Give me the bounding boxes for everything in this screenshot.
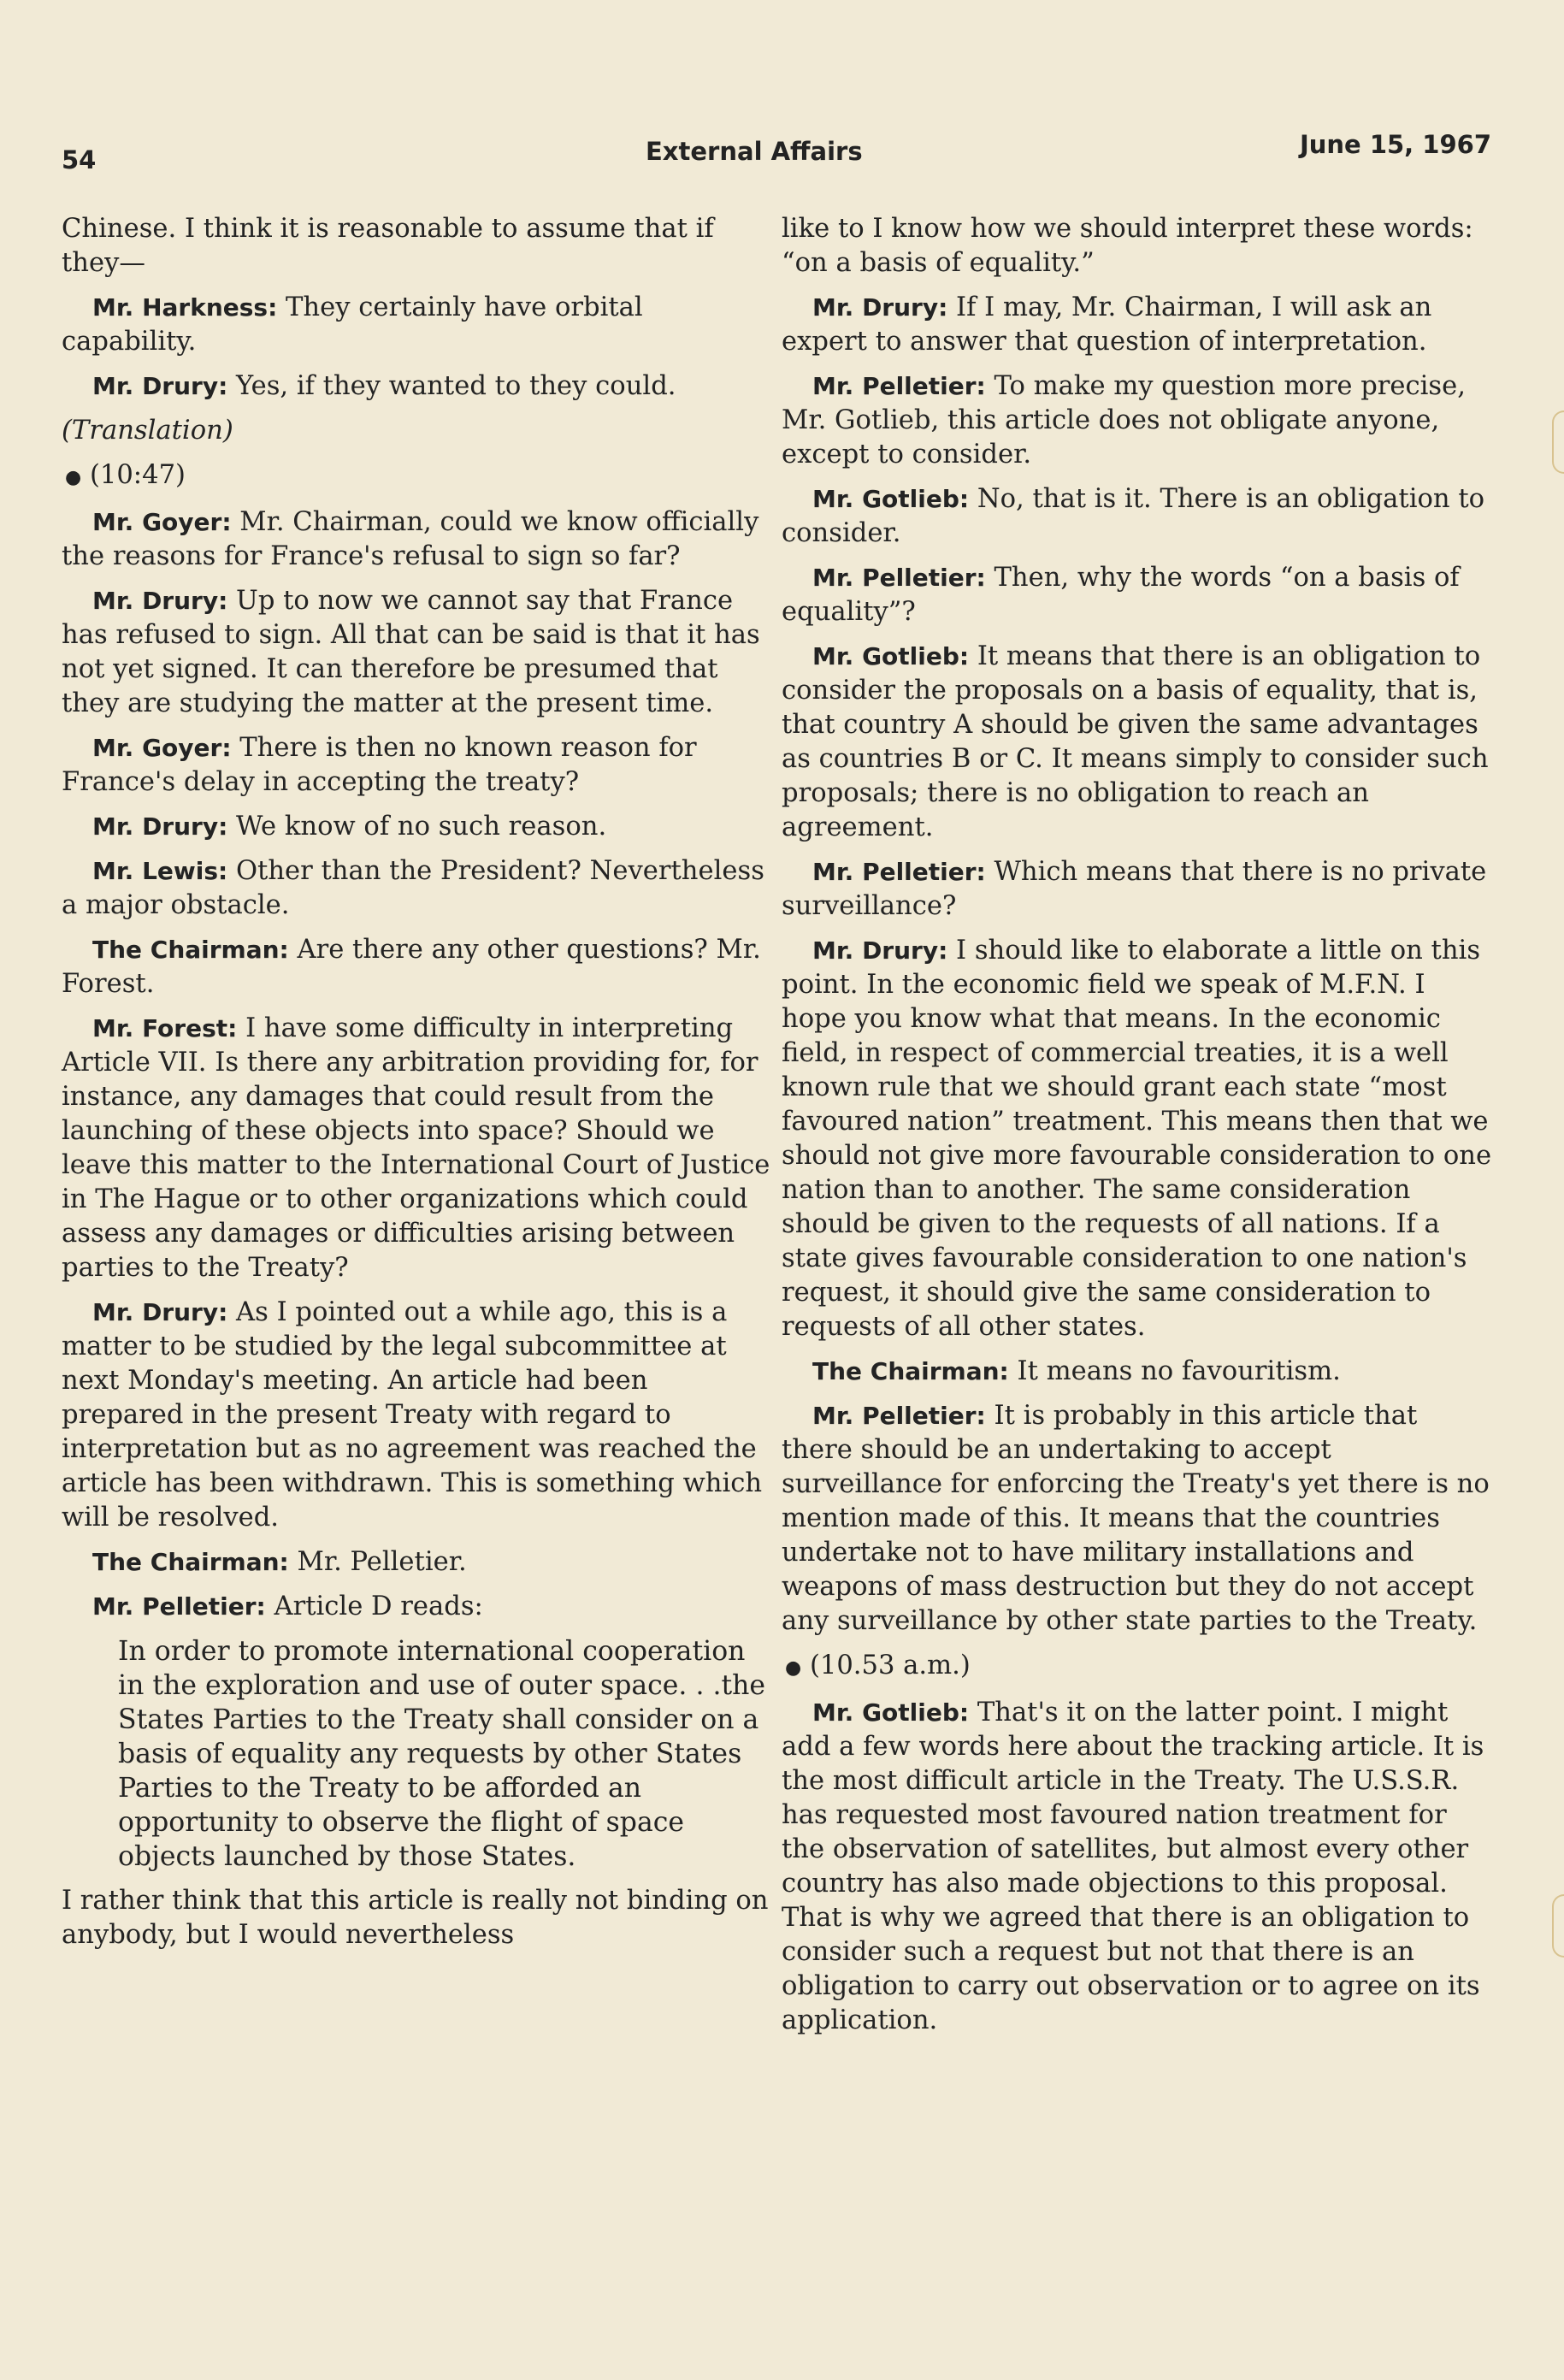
speech-gotlieb: Mr. Gotlieb: No, that is it. There is an obligation to consider. [782, 484, 1485, 548]
speaker-name: Mr. Drury: [92, 587, 228, 615]
speech-drury: Mr. Drury: We know of no such reason. [92, 812, 607, 842]
speech-goyer: Mr. Goyer: Mr. Chairman, could we know officially the reasons for France's refusal to sign so far? [62, 507, 759, 571]
bullet-icon: ● [785, 1657, 802, 1679]
speaker-name: Mr. Gotlieb: [812, 642, 970, 670]
timestamp: ● (10.53 a.m.) [785, 1651, 971, 1680]
speech-chairman: The Chairman: Mr. Pelletier. [92, 1547, 467, 1577]
speaker-name: Mr. Drury: [92, 1298, 228, 1326]
speaker-name: Mr. Drury: [812, 293, 948, 322]
continuation-paragraph: like to I know how we should interpret these words: “on a basis of equality.” [782, 214, 1473, 278]
continuation-paragraph: I rather think that this article is really not binding on anybody, but I would nevertheless [62, 1886, 769, 1950]
treaty-quote: In order to promote international cooperation in the exploration and use of outer space. . .the States Parties to the Treaty shall consider on a basis of equality any requests by other States Parties to the Treaty to be afforded an opportunity to observe the flight of space objects launched by those States. [118, 1636, 766, 1872]
issue-date: June 15, 1967 [1299, 130, 1491, 159]
speech-lewis: Mr. Lewis: Other than the President? Nevertheless a major obstacle. [62, 856, 764, 920]
speech-chairman: The Chairman: Are there any other questions? Mr. Forest. [62, 935, 761, 999]
speech-pelletier: Mr. Pelletier: It is probably in this article that there should be an undertaking to accept surveillance for enforcing the Treaty's yet there is no mention made of this. It means that the countries undertake not to have military installations and weapons of mass destruction but they do not accept any surveillance by other state parties to the Treaty. [782, 1401, 1490, 1636]
page-header [62, 128, 1491, 174]
speaker-name: Mr. Drury: [92, 812, 228, 841]
speaker-name: Mr. Pelletier: [812, 1402, 986, 1430]
speaker-name: Mr. Lewis: [92, 857, 228, 885]
speaker-name: The Chairman: [92, 1548, 289, 1576]
speaker-name: Mr. Drury: [812, 936, 948, 965]
speech-drury: Mr. Drury: I should like to elaborate a little on this point. In the economic field we speak of M.F.N. I hope you know what that means. In the economic field, in respect of commercial treaties, it is a well known rule that we should grant each state “most favoured nation” treatment. This means then that we should not give more favourable consideration to one nation than to another. The same consideration should be given to the requests of all nations. If a state gives favourable consideration to one nation's request, it should give the same consideration to requests of all other states. [782, 936, 1492, 1342]
speech-drury: Mr. Drury: Yes, if they wanted to they could. [92, 371, 676, 401]
speaker-name: Mr. Goyer: [92, 508, 232, 536]
speaker-name: Mr. Pelletier: [812, 564, 986, 592]
page-number: 54 [62, 145, 97, 174]
speech-chairman: The Chairman: It means no favouritism. [812, 1356, 1341, 1386]
translation-note: (Translation) [62, 416, 233, 446]
speaker-name: The Chairman: [92, 936, 289, 964]
speaker-name: Mr. Pelletier: [812, 858, 986, 886]
speaker-name: The Chairman: [812, 1357, 1009, 1385]
left-column [62, 212, 771, 1963]
journal-title: External Affairs [646, 137, 863, 166]
binding-ring-mark [1552, 410, 1564, 474]
speaker-name: Mr. Gotlieb: [812, 1698, 970, 1727]
speech-pelletier: Mr. Pelletier: Article D reads: [92, 1592, 483, 1621]
speech-goyer: Mr. Goyer: There is then no known reason for France's delay in accepting the treaty? [62, 733, 697, 797]
speech-drury: Mr. Drury: As I pointed out a while ago, this is a matter to be studied by the legal subcommittee at next Monday's meeting. An article had been prepared in the present Treaty with regard to interpretation but as no agreement was reached the article has been withdrawn. This is something which will be resolved. [62, 1297, 763, 1533]
speech-pelletier: Mr. Pelletier: Then, why the words “on a basis of equality”? [782, 563, 1460, 627]
speech-pelletier: Mr. Pelletier: Which means that there is no private surveillance? [782, 857, 1487, 921]
bullet-icon: ● [65, 467, 82, 488]
speaker-name: Mr. Gotlieb: [812, 485, 970, 513]
timestamp: ● (10:47) [65, 460, 186, 490]
right-column [782, 212, 1493, 2048]
speech-gotlieb: Mr. Gotlieb: That's it on the latter point. I might add a few words here about the tracking article. It is the most difficult article in the Treaty. The U.S.S.R. has requested most favoured nation treatment for the observation of satellites, but almost every other country has also made objections to this proposal. That is why we agreed that there is an obligation to consider such a request but not that there is an obligation to carry out observation or to agree on its application. [782, 1698, 1484, 2035]
speaker-name: Mr. Drury: [92, 372, 228, 400]
speaker-name: Mr. Pelletier: [812, 372, 986, 400]
speech-forest: Mr. Forest: I have some difficulty in interpreting Article VII. Is there any arbitration providing for, for instance, any damages that could result from the launching of these objects into space? Should we leave this matter to the International Court of Justice in The Hague or to other organizations which could assess any damages or difficulties arising between parties to the Treaty? [62, 1013, 770, 1283]
speaker-name: Mr. Harkness: [92, 293, 278, 322]
speech-harkness: Mr. Harkness: They certainly have orbital capability. [62, 292, 643, 357]
speaker-name: Mr. Goyer: [92, 734, 232, 762]
continuation-paragraph: Chinese. I think it is reasonable to assume that if they— [62, 214, 714, 278]
speech-gotlieb: Mr. Gotlieb: It means that there is an obligation to consider the proposals on a basis of equality, that is, that country A should be given the same advantages as countries B or C. It means simply to consider such proposals; there is no obligation to reach an agreement. [782, 641, 1489, 842]
binding-ring-mark [1552, 1894, 1564, 1958]
speech-pelletier: Mr. Pelletier: To make my question more precise, Mr. Gotlieb, this article does not obligate anyone, except to consider. [782, 371, 1466, 470]
speaker-name: Mr. Forest: [92, 1014, 238, 1042]
speaker-name: Mr. Pelletier: [92, 1592, 266, 1621]
speech-drury: Mr. Drury: If I may, Mr. Chairman, I will ask an expert to answer that question of interpretation. [782, 292, 1432, 357]
speech-drury: Mr. Drury: Up to now we cannot say that France has refused to sign. All that can be said is that it has not yet signed. It can therefore be presumed that they are studying the matter at the present time. [62, 586, 760, 718]
